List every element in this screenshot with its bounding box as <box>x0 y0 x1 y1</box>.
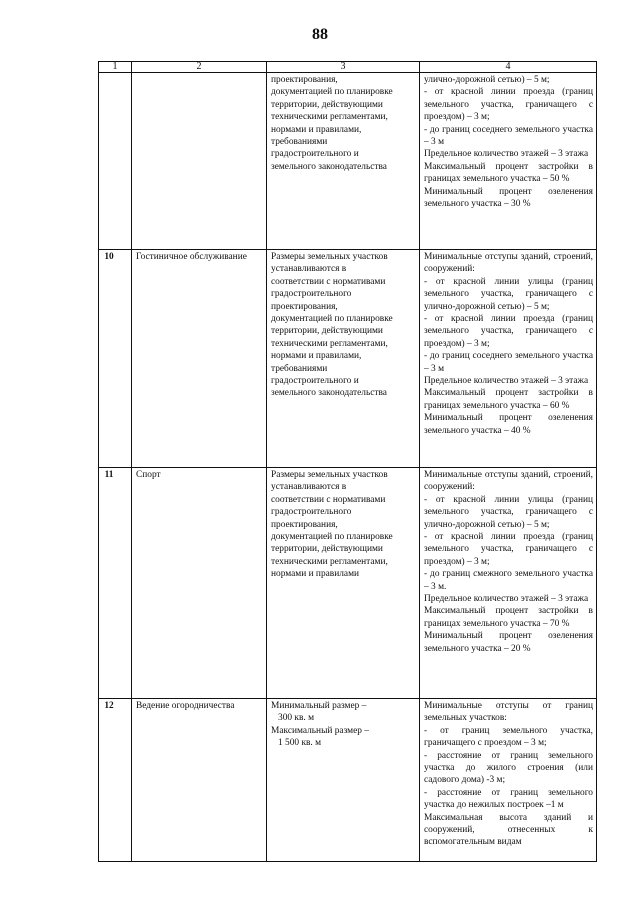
parameter-item: Предельное количество этажей – 3 этажа <box>424 149 589 160</box>
header-row <box>99 62 597 73</box>
page-number: 88 <box>312 26 328 43</box>
row-number: 10 <box>99 250 132 468</box>
row-number: 12 <box>99 699 132 862</box>
plot-size-line: 1 500 кв. м <box>278 738 322 749</box>
header-col-2: 2 <box>132 62 267 73</box>
header-col-4: 4 <box>420 62 597 73</box>
parameter-item: - до границ соседнего земельного участка – 3 м <box>424 124 593 148</box>
parameter-item: Максимальный процент застройки в границах земельного участка – 70 % <box>424 606 593 629</box>
parameter-item: Минимальный процент озеленения земельного участка – 40 % <box>424 413 593 436</box>
parameter-item: - расстояние от границ земельного участка до нежилых построек –1 м <box>424 787 593 811</box>
parameter-item: Минимальный процент озеленения земельного участка – 30 % <box>424 186 593 210</box>
plot-size <box>267 699 420 862</box>
plot-size-line: градостроительного <box>271 289 352 300</box>
plot-size-line: документацией по планировке <box>271 532 393 543</box>
plot-size-line: проектирования, <box>271 519 338 530</box>
plot-size-line: градостроительного и <box>271 149 359 160</box>
table-row <box>99 699 597 862</box>
plot-size-line: земельного законодательства <box>271 161 387 172</box>
table-row <box>99 73 597 250</box>
plot-size-line: Размеры земельных участков <box>271 470 388 480</box>
plot-size-line: территории, действующими <box>271 544 383 555</box>
plot-size-line: Размеры земельных участков <box>271 252 388 262</box>
parameter-item: Максимальный процент застройки в границах земельного участка – 50 % <box>424 161 593 185</box>
parameter-item: Предельное количество этажей – 3 этажа <box>424 594 589 605</box>
parameter-item: улично-дорожной сетью) – 5 м; <box>424 75 550 85</box>
header-col-1: 1 <box>99 62 132 73</box>
use-name <box>132 73 267 250</box>
plot-size-line: техническими регламентами, <box>271 112 388 123</box>
plot-size <box>267 73 420 250</box>
parameter-item: Минимальные отступы зданий, строений, сооружений: <box>424 252 593 275</box>
parameter-item: - расстояние от границ земельного участка до жилого строения (или садового дома) -3 м; <box>424 750 593 786</box>
parameter-item: - до границ соседнего земельного участка – 3 м <box>424 351 593 374</box>
parameter-item: Максимальная высота зданий и сооружений, отнесенных к вспомогательным видам <box>424 812 593 848</box>
parameter-item: - от красной линии проезда (границ земельного участка, граничащего с проездом) – 3 м; <box>424 532 593 567</box>
zoning-table <box>98 61 597 862</box>
plot-size <box>267 250 420 468</box>
plot-size-line: соответствии с нормативами <box>271 276 386 287</box>
plot-size-line: Максимальный размер – <box>271 725 369 736</box>
parameter-item: - от красной линии улицы (границ земельного участка, граничащего с улично-дорожной сетью) – 5 м; <box>424 276 593 312</box>
plot-size-line: нормами и правилами, <box>271 351 362 362</box>
plot-size-line: Минимальный размер – <box>271 701 367 711</box>
plot-size-line: территории, действующими <box>271 326 383 337</box>
plot-size-line: градостроительного и <box>271 376 359 387</box>
plot-size-line: требованиями <box>271 363 328 374</box>
parameter-item: Минимальные отступы зданий, строений, сооружений: <box>424 470 593 493</box>
plot-size-line: требованиями <box>271 137 328 148</box>
plot-size-line: соответствии с нормативами <box>271 494 386 505</box>
parameter-item: - от красной линии улицы (границ земельного участка, граничащего с улично-дорожной сетью) – 5 м; <box>424 494 593 530</box>
parameter-item: Минимальный процент озеленения земельного участка – 20 % <box>424 631 593 654</box>
plot-size-line: техническими регламентами, <box>271 338 388 349</box>
parameters <box>420 250 597 468</box>
table-row <box>99 468 597 699</box>
plot-size-line: устанавливаются в <box>271 264 347 275</box>
plot-size-line: 300 кв. м <box>278 713 315 724</box>
parameter-item: Минимальные отступы от границ земельных участков: <box>424 701 593 724</box>
plot-size-line: документацией по планировке <box>271 314 393 325</box>
plot-size-line: проектирования, <box>271 75 338 85</box>
parameter-item: - до границ смежного земельного участка – 3 м. <box>424 569 593 592</box>
use-name: Спорт <box>132 468 267 699</box>
use-name: Ведение огородничества <box>132 699 267 862</box>
plot-size-line: техническими регламентами, <box>271 556 388 567</box>
plot-size-line: нормами и правилами <box>271 569 360 580</box>
parameter-item: Максимальный процент застройки в границах земельного участка – 60 % <box>424 388 593 411</box>
plot-size-line: земельного законодательства <box>271 388 387 399</box>
plot-size-line: территории, действующими <box>271 99 383 110</box>
plot-size-line: документацией по планировке <box>271 87 393 98</box>
parameters <box>420 699 597 862</box>
parameter-item: - от красной линии проезда (границ земельного участка, граничащего с проездом) – 3 м; <box>424 314 593 349</box>
plot-size <box>267 468 420 699</box>
use-name: Гостиничное обслуживание <box>132 250 267 468</box>
parameters <box>420 468 597 699</box>
plot-size-line: градостроительного <box>271 507 352 518</box>
plot-size-line: проектирования, <box>271 301 338 312</box>
header-col-3: 3 <box>267 62 420 73</box>
parameters <box>420 73 597 250</box>
plot-size-line: устанавливаются в <box>271 482 347 493</box>
parameter-item: Предельное количество этажей – 3 этажа <box>424 376 589 387</box>
row-number <box>99 73 132 250</box>
parameter-item: - от красной линии проезда (границ земельного участка, граничащего с проездом) – 3 м; <box>424 87 593 123</box>
table-row <box>99 250 597 468</box>
plot-size-line: нормами и правилами, <box>271 124 362 135</box>
row-number: 11 <box>99 468 132 699</box>
parameter-item: - от границ земельного участка, граничащего с проездом – 3 м; <box>424 725 593 749</box>
